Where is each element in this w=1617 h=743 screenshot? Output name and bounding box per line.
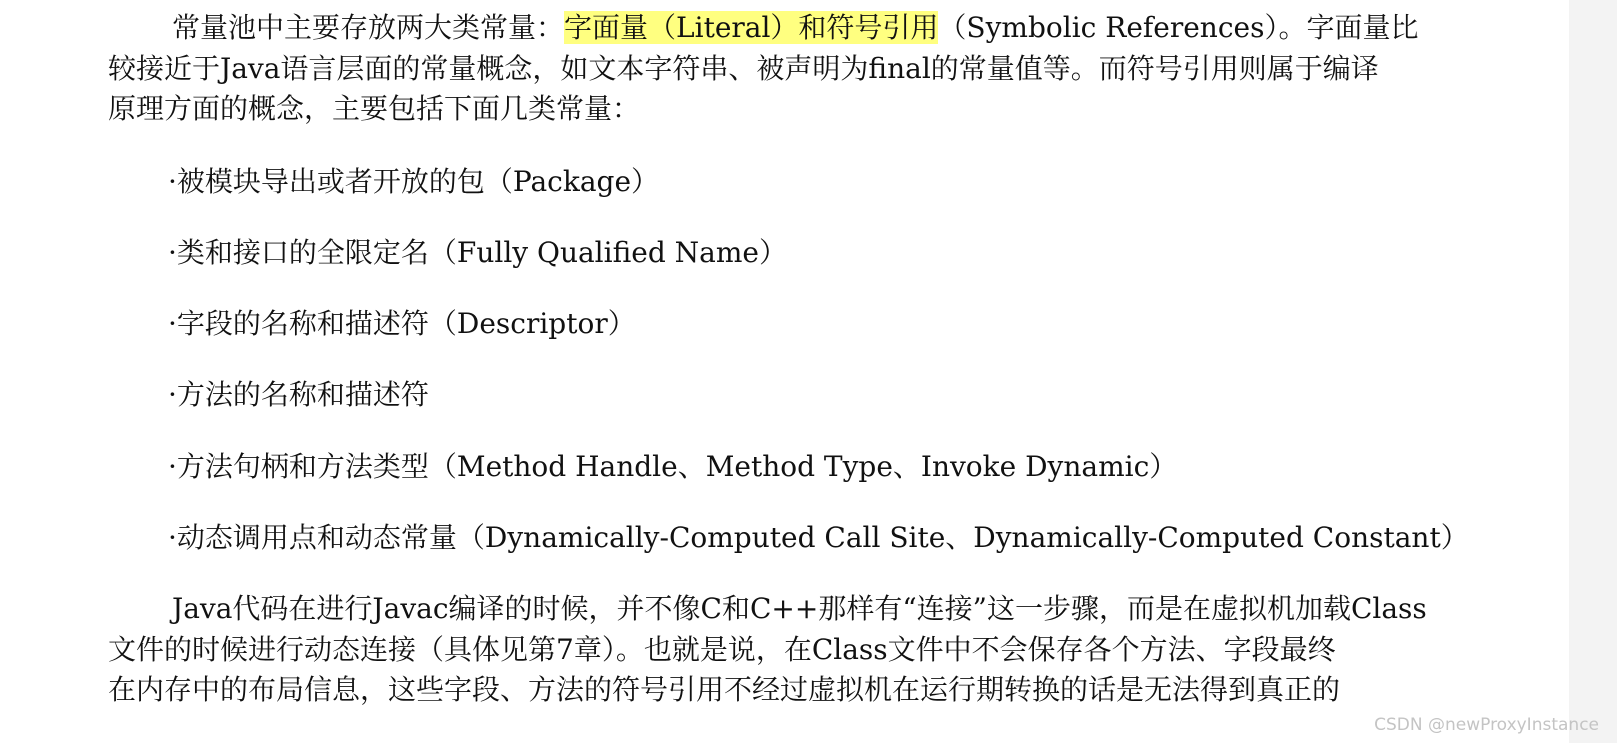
intro-line-1-prefix: 常量池中主要存放两大类常量： xyxy=(172,11,565,44)
list-item: ·字段的名称和描述符（Descriptor） xyxy=(168,307,636,340)
list-item: ·方法的名称和描述符 xyxy=(168,378,429,411)
highlighted-term: 字面量（Literal）和符号引用 xyxy=(564,11,939,44)
closing-paragraph xyxy=(108,589,1518,711)
intro-line-2: 较接近于Java语言层面的常量概念，如文本字符串、被声明为final的常量值等。而符号引用则属于编译 xyxy=(108,51,1379,85)
closing-line-2: 文件的时候进行动态连接（具体见第7章）。也就是说，在Class文件中不会保存各个方法、字段最终 xyxy=(108,632,1336,666)
intro-line-3: 原理方面的概念，主要包括下面几类常量： xyxy=(108,92,641,125)
closing-line-3: 在内存中的布局信息，这些字段、方法的符号引用不经过虚拟机在运行期转换的话是无法得到真正的 xyxy=(108,673,1341,706)
intro-line-1 xyxy=(108,8,1518,49)
page-margin-right xyxy=(1569,0,1617,743)
intro-paragraph xyxy=(108,8,1518,130)
watermark: CSDN @newProxyInstance xyxy=(1374,715,1599,735)
closing-line-1: Java代码在进行Javac编译的时候，并不像C和C++那样有“连接”这一步骤，而是在虚拟机加载Class xyxy=(172,592,1427,625)
list-item: ·动态调用点和动态常量（Dynamically-Computed Call Site、Dynamically-Computed Constant） xyxy=(168,521,1469,554)
list-item: ·方法句柄和方法类型（Method Handle、Method Type、Invoke Dynamic） xyxy=(168,450,1178,483)
list-item: ·被模块导出或者开放的包（Package） xyxy=(168,165,660,198)
list-item: ·类和接口的全限定名（Fully Qualified Name） xyxy=(168,236,787,269)
intro-line-1-suffix: （Symbolic References）。字面量比 xyxy=(938,11,1419,44)
